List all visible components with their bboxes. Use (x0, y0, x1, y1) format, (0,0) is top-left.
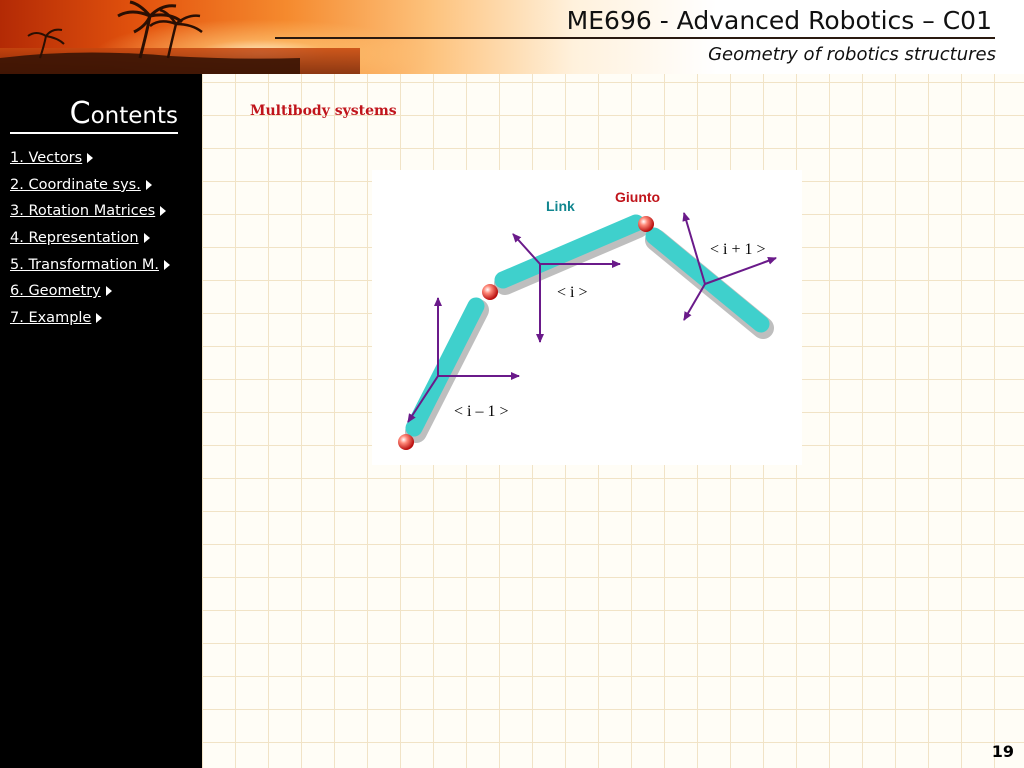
section-title: Multibody systems (250, 103, 397, 119)
nav-item-coordinate-sys[interactable] (10, 172, 170, 199)
play-arrow-icon[interactable] (106, 286, 112, 296)
play-arrow-icon[interactable] (96, 313, 102, 323)
frame-i-label: < i > (557, 284, 588, 301)
play-arrow-icon[interactable] (146, 180, 152, 190)
nav-item-label[interactable]: 7. Example (10, 309, 92, 326)
link-i (503, 223, 638, 284)
contents-heading-rest: ontents (90, 103, 178, 129)
multibody-figure (372, 170, 802, 465)
nav-item-example[interactable] (10, 305, 170, 332)
multibody-diagram (372, 170, 802, 465)
slide-title: ME696 - Advanced Robotics – C01 (566, 6, 992, 35)
nav-item-label[interactable]: 3. Rotation Matrices (10, 203, 156, 220)
nav-item-geometry[interactable] (10, 278, 170, 305)
joint-2 (638, 216, 654, 232)
contents-nav (10, 145, 170, 331)
nav-item-label[interactable]: 4. Representation (10, 230, 139, 247)
palm-trees-image (0, 0, 300, 74)
link-label: Link (546, 198, 575, 214)
joint-label: Giunto (615, 189, 661, 205)
joint-1 (482, 284, 498, 300)
play-arrow-icon[interactable] (144, 233, 150, 243)
frame-i-plus-1-label: < i + 1 > (710, 241, 766, 258)
nav-item-representation[interactable] (10, 225, 170, 252)
nav-item-label[interactable]: 1. Vectors (10, 150, 83, 167)
play-arrow-icon[interactable] (160, 206, 166, 216)
joint-base (398, 434, 414, 450)
frame-i-minus-1-label: < i – 1 > (454, 403, 509, 420)
nav-item-vectors[interactable] (10, 145, 170, 172)
nav-item-transformation[interactable] (10, 251, 170, 278)
nav-item-label[interactable]: 2. Coordinate sys. (10, 176, 141, 193)
header-banner (0, 0, 1024, 74)
title-underline (275, 37, 995, 39)
nav-item-label[interactable]: 5. Transformation M. (10, 256, 159, 273)
contents-heading (10, 96, 178, 134)
nav-item-label[interactable]: 6. Geometry (10, 283, 101, 300)
slide-subtitle: Geometry of robotics structures (708, 44, 996, 65)
page-number: 19 (991, 742, 1014, 761)
nav-item-rotation-matrices[interactable] (10, 198, 170, 225)
play-arrow-icon[interactable] (164, 260, 170, 270)
contents-heading-cap: C (69, 96, 91, 131)
play-arrow-icon[interactable] (87, 153, 93, 163)
